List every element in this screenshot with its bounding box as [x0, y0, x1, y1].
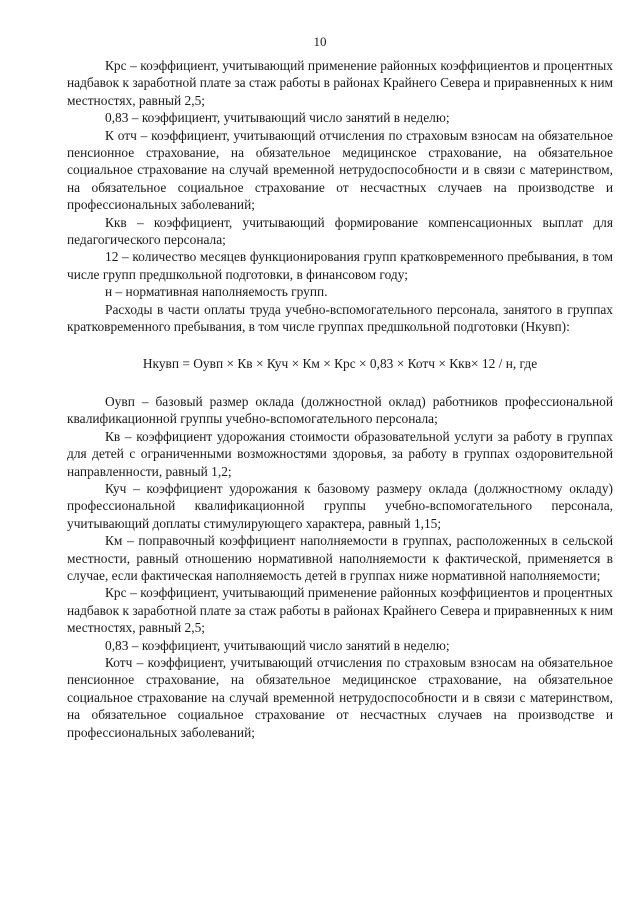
paragraph-kkv-coefficient: Ккв – коэффициент, учитывающий формирование компенсационных выплат для педагогического персонала; [67, 214, 613, 248]
paragraph-kuch-definition: Куч – коэффициент удорожания к базовому размеру оклада (должностному окладу) профессиональной квалификационной группы учебно-вспомогательного персонала, учитывающий доплаты стимулирующего характера, равный 1,15; [67, 480, 613, 531]
page-number: 10 [313, 34, 327, 49]
paragraph-krs-definition: Крс – коэффициент, учитывающий применение районных коэффициентов и процентных надбавок к заработной плате за стаж работы в районах Крайнего Севера и приравненных к ним местностях, равный 2,5; [67, 585, 613, 636]
paragraph-lessons-definition: 0,83 – коэффициент, учитывающий число занятий в неделю; [105, 637, 450, 653]
paragraph-kv-definition: Кв – коэффициент удорожания стоимости образовательной услуги за работу в группах для детей с ограниченными возможностями здоровья, за работу в группах оздоровительной направленности, равный 1,2; [67, 428, 613, 479]
paragraph-ouvp-definition: Оувп – базовый размер оклада (должностной оклад) работников профессиональной квалификационной группы учебно-вспомогательного персонала; [67, 393, 613, 427]
formula-nkuvp: Нкувп = Оувп × Кв × Куч × Км × Крс × 0,83 × Котч × Ккв× 12 / н, где [142, 355, 538, 371]
paragraph-support-staff-expenses: Расходы в части оплаты труда учебно-вспомогательного персонала, занятого в группах кратковременного пребывания, в том числе группах предшкольной подготовки (Нкувп): [67, 301, 613, 335]
paragraph-normative-capacity: н – нормативная наполняемость групп. [105, 284, 328, 300]
paragraph-kotch-coefficient: К отч – коэффициент, учитывающий отчисления по страховым взносам на обязательное пенсионное страхование, на обязательное медицинское страхование, на обязательное социальное страхование на случай временной нетрудоспособности и в связи с материнством, на обязательное социальное страхование от несчастных случаев на производстве и профессиональных заболеваний; [67, 127, 613, 213]
paragraph-lessons-coefficient: 0,83 – коэффициент, учитывающий число занятий в неделю; [105, 110, 450, 126]
paragraph-kotch-definition: Котч – коэффициент, учитывающий отчисления по страховым взносам на обязательное пенсионное страхование, на обязательное медицинское страхование, на обязательное социальное страхование на случай временной нетрудоспособности и в связи с материнством, на обязательное социальное страхование от несчастных случаев на производстве и профессиональных заболеваний; [67, 655, 613, 740]
paragraph-krs-coefficient: Крс – коэффициент, учитывающий применение районных коэффициентов и процентных надбавок к заработной плате за стаж работы в районах Крайнего Севера и приравненных к ним местностях, равный 2,5; [67, 58, 613, 108]
document-body [67, 57, 613, 741]
paragraph-months-count: 12 – количество месяцев функционирования групп кратковременного пребывания, в том числе групп предшкольной подготовки, в финансовом году; [67, 249, 613, 282]
paragraph-km-definition: Км – поправочный коэффициент наполняемости в группах, расположенных в сельской местности, равный отношению нормативной наполняемости к фактической, применяется в случае, если фактическая наполняемость детей в группах ниже нормативной наполняемости; [67, 533, 613, 583]
